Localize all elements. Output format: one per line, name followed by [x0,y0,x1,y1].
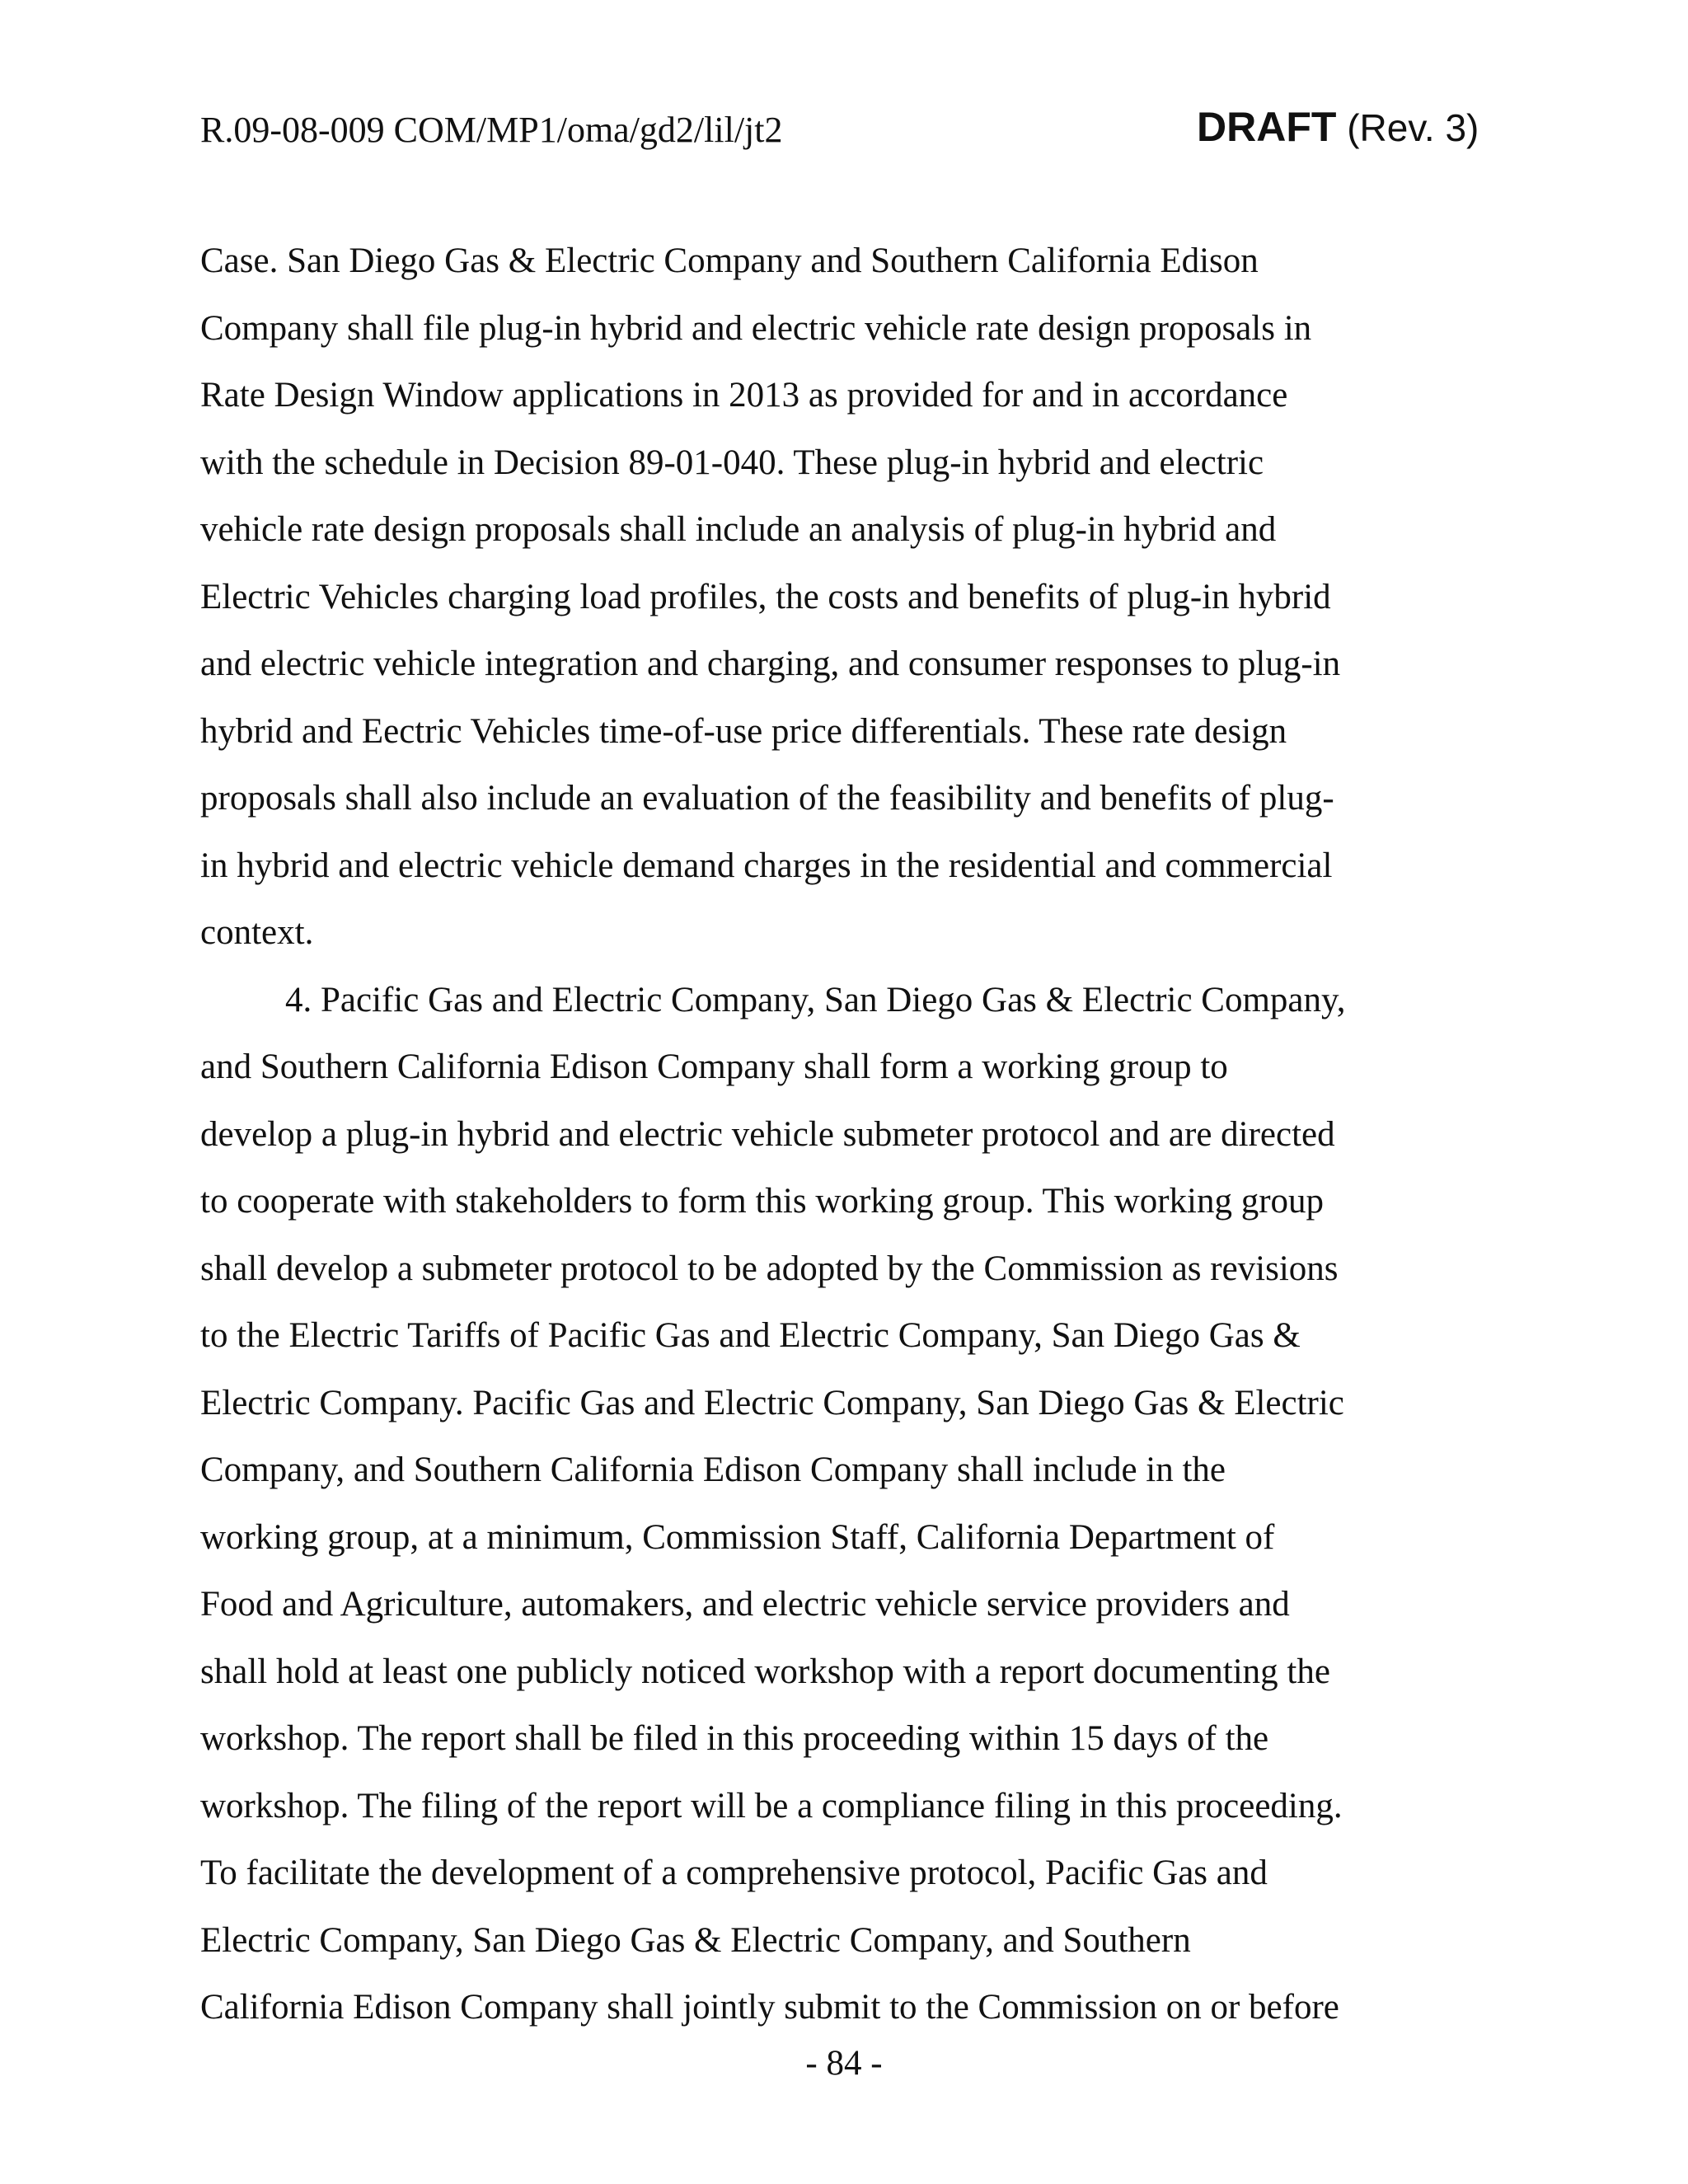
text-line: Company shall file plug-in hybrid and electric vehicle rate design proposals in [200,308,1312,348]
text-line: to cooperate with stakeholders to form this working group. This working group [200,1182,1325,1221]
text-line: Electric Company. Pacific Gas and Electric Company, San Diego Gas & Electric [200,1383,1344,1422]
text-line: shall hold at least one publicly noticed workshop with a report documenting the [200,1652,1330,1691]
text-line: to the Electric Tariffs of Pacific Gas and Electric Company, San Diego Gas & [200,1316,1301,1355]
text-line: vehicle rate design proposals shall include an analysis of plug-in hybrid and [200,510,1277,549]
text-line: Company, and Southern California Edison Company shall include in the [200,1451,1226,1489]
text-line: hybrid and Eectric Vehicles time-of-use price differentials. These rate design [200,711,1287,751]
document-body [200,237,1486,2050]
page-number: - 84 - [805,2044,883,2083]
revision-label: (Rev. 3) [1347,106,1479,149]
text-line: in hybrid and electric vehicle demand charges in the residential and commercial [200,846,1333,885]
paragraph-4-first-line: 4. Pacific Gas and Electric Company, San Diego Gas & Electric Company, [285,980,1346,1019]
text-line: working group, at a minimum, Commission Staff, California Department of [200,1517,1275,1557]
docket-reference: R.09-08-009 COM/MP1/oma/gd2/lil/jt2 [200,110,783,150]
draft-label: DRAFT [1197,104,1337,150]
text-line: To facilitate the development of a comprehensive protocol, Pacific Gas and [200,1854,1268,1892]
text-line: shall develop a submeter protocol to be adopted by the Commission as revisions [200,1249,1339,1288]
text-line: workshop. The filing of the report will be a compliance filing in this proceeding. [200,1786,1343,1825]
text-line: workshop. The report shall be filed in this proceeding within 15 days of the [200,1719,1269,1758]
text-line: Electric Company, San Diego Gas & Electric Company, and Southern [200,1920,1191,1960]
text-line: Electric Vehicles charging load profiles, the costs and benefits of plug-in hybrid [200,577,1331,616]
text-line: California Edison Company shall jointly submit to the Commission on or before [200,1988,1339,2027]
text-line: Rate Design Window applications in 2013 as provided for and in accordance [200,376,1288,415]
text-line: and electric vehicle integration and charging, and consumer responses to plug-in [200,644,1341,683]
draft-stamp [1197,102,1479,152]
text-line: and Southern California Edison Company shall form a working group to [200,1047,1228,1086]
text-line: context. [200,913,314,952]
text-line: Case. San Diego Gas & Electric Company and Southern California Edison [200,241,1259,280]
text-line: Food and Agriculture, automakers, and electric vehicle service providers and [200,1585,1290,1624]
text-line: with the schedule in Decision 89-01-040. These plug-in hybrid and electric [200,443,1264,482]
text-line: develop a plug-in hybrid and electric vehicle submeter protocol and are directed [200,1114,1335,1154]
text-line: proposals shall also include an evaluation of the feasibility and benefits of plug- [200,779,1334,818]
